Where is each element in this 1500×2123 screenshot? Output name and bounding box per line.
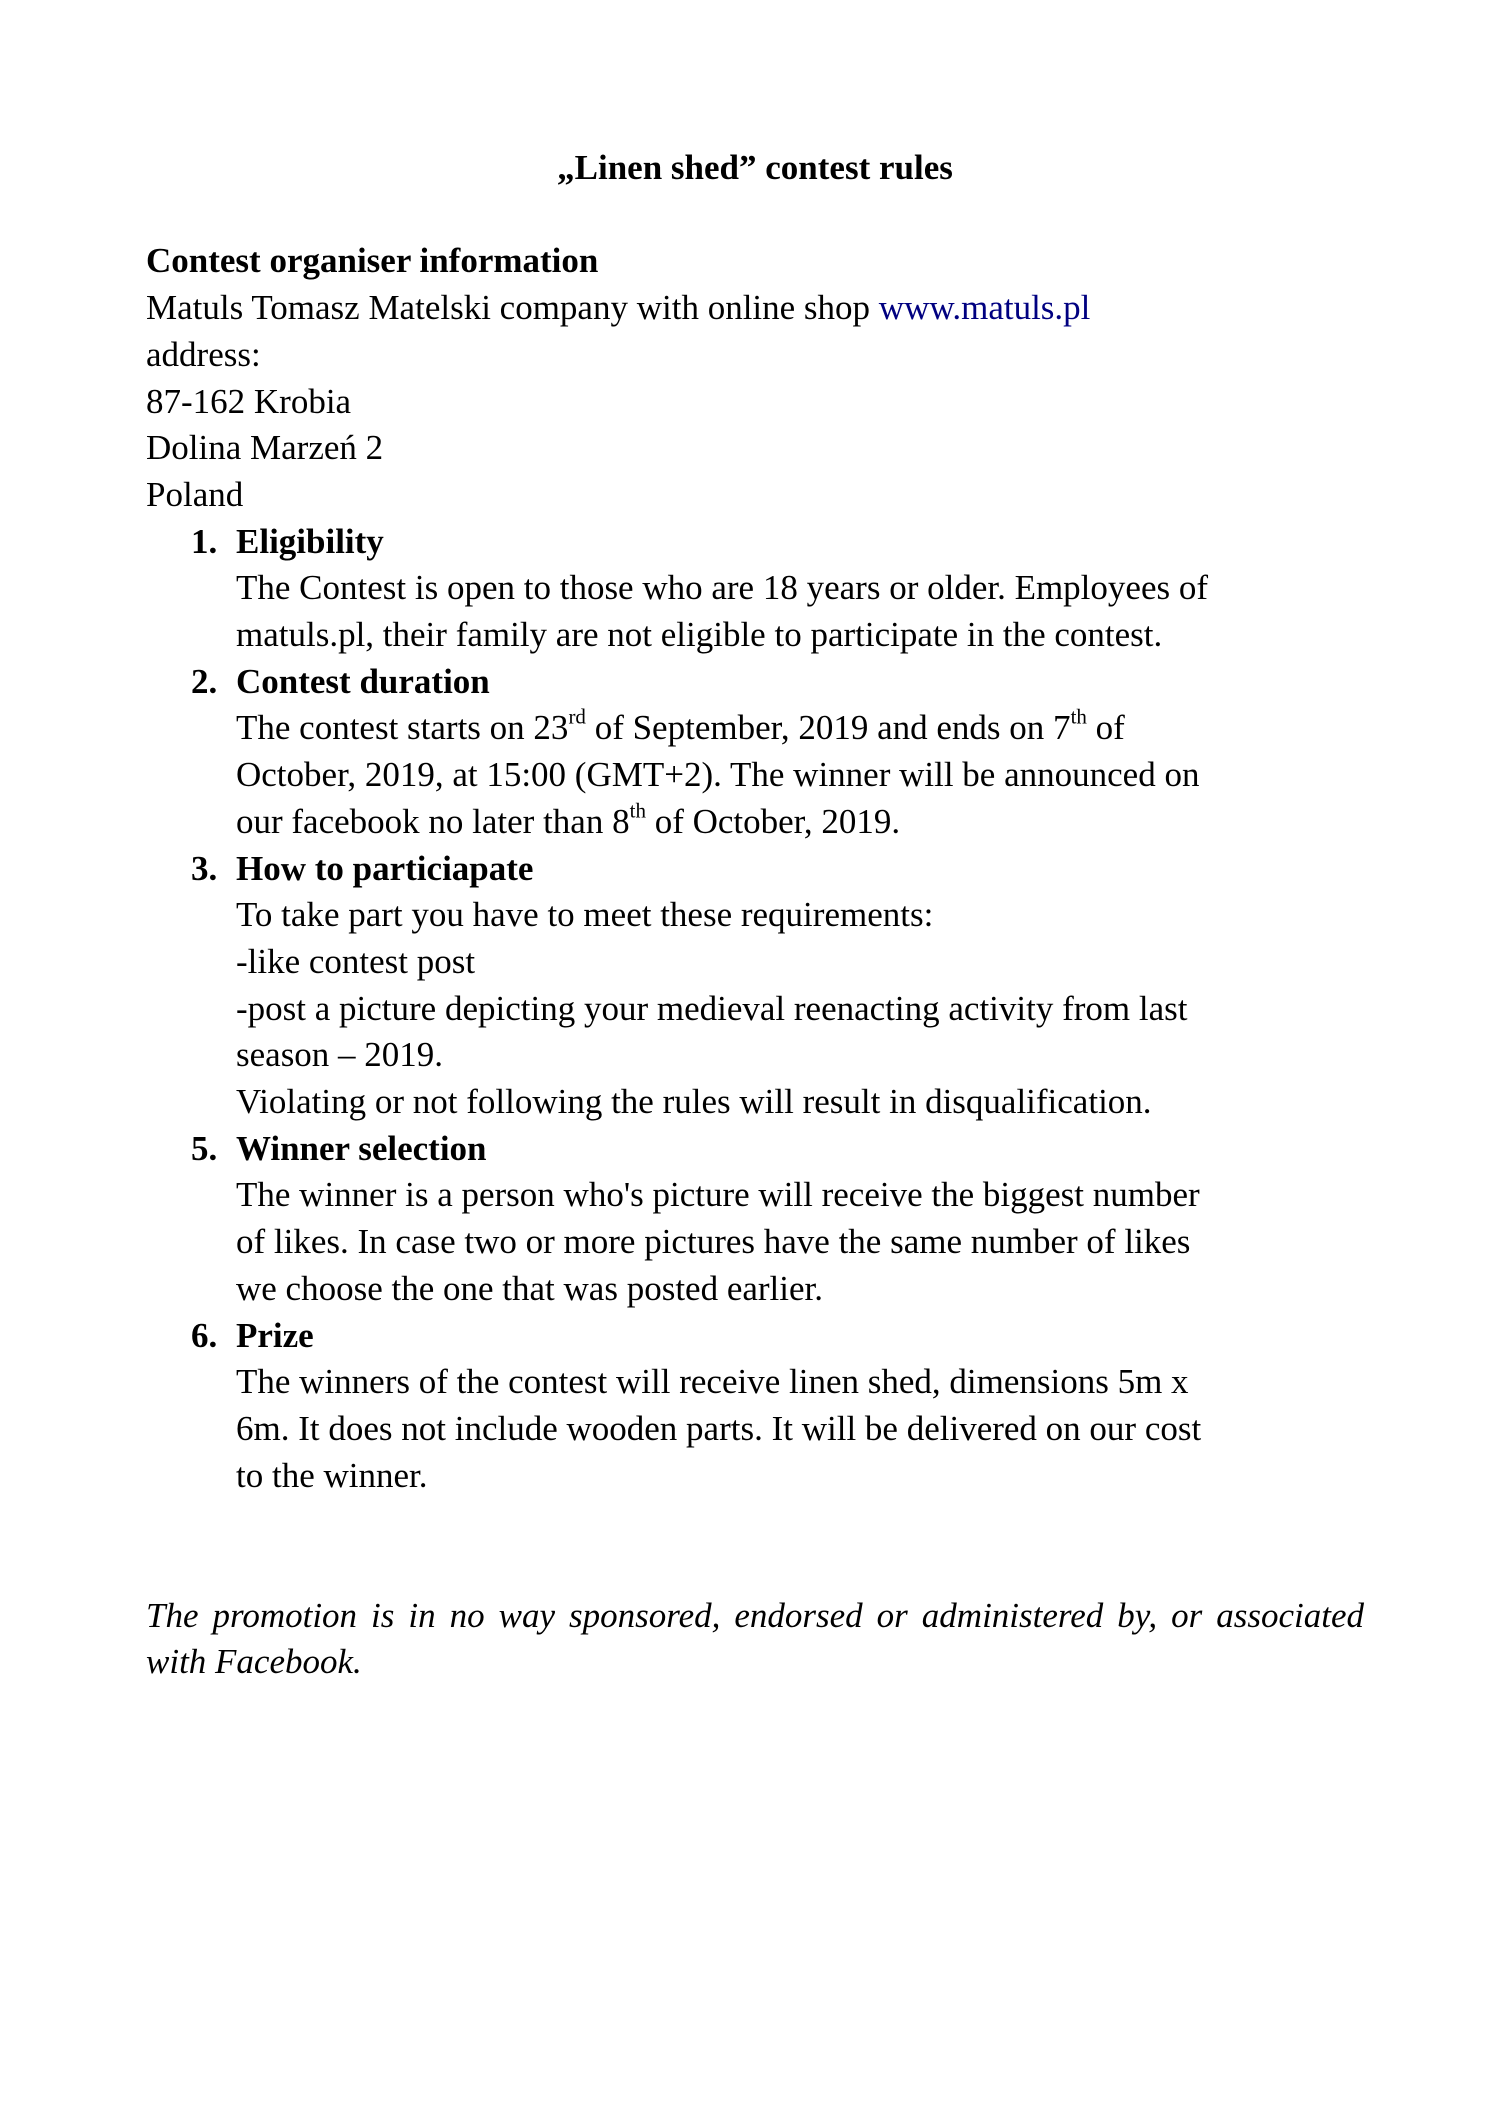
- section-text: The winners of the contest will receive linen shed, dimensions 5m x: [236, 1362, 1189, 1402]
- section-heading: Eligibility: [236, 521, 384, 561]
- section-text: we choose the one that was posted earlier.: [236, 1268, 824, 1308]
- section-number: 1.: [191, 521, 218, 561]
- section-prize: [146, 1313, 1364, 1500]
- section-heading: Contest duration: [236, 661, 490, 701]
- section-text: -post a picture depicting your medieval reenacting activity from last: [236, 988, 1188, 1028]
- text: of October, 2019.: [645, 801, 901, 841]
- address-line: Poland: [146, 474, 244, 514]
- section-text: -like contest post: [236, 941, 476, 981]
- section-text: The Contest is open to those who are 18 years or older. Employees of: [236, 568, 1209, 608]
- section-text: October, 2019, at 15:00 (GMT+2). The winner will be announced on: [236, 755, 1200, 795]
- section-text: of likes. In case two or more pictures have the same number of likes: [236, 1222, 1191, 1262]
- document-title: „Linen shed” contest rules: [557, 148, 953, 187]
- section-eligibility: [146, 519, 1364, 659]
- address-line: 87-162 Krobia: [146, 381, 352, 421]
- address-line: Dolina Marzeń 2: [146, 428, 384, 468]
- section-heading: Prize: [236, 1315, 314, 1355]
- section-text: [236, 705, 1364, 752]
- section-text: To take part you have to meet these requirements:: [236, 895, 934, 935]
- section-number: 6.: [191, 1315, 218, 1355]
- text: of September, 2019 and ends on 7: [585, 708, 1071, 748]
- superscript: rd: [568, 704, 586, 729]
- organiser-text: Matuls Tomasz Matelski company with online shop: [146, 288, 879, 328]
- text: The contest starts on 23: [236, 708, 569, 748]
- superscript: th: [1070, 704, 1087, 729]
- document-page: [146, 145, 1364, 1686]
- section-text: The winner is a person who's picture will receive the biggest number: [236, 1175, 1200, 1215]
- section-duration: [146, 659, 1364, 846]
- section-number: 2.: [191, 661, 218, 701]
- text: of: [1086, 708, 1125, 748]
- superscript: th: [629, 798, 646, 823]
- section-text: 6m. It does not include wooden parts. It will be delivered on our cost: [236, 1408, 1202, 1448]
- facebook-disclaimer: The promotion is in no way sponsored, endorsed or administered by, or associated with Facebook.: [146, 1595, 1364, 1682]
- section-winner-selection: [146, 1126, 1364, 1313]
- section-text: to the winner.: [236, 1455, 428, 1495]
- section-text: season – 2019.: [236, 1035, 444, 1075]
- organiser-line: [146, 285, 1364, 332]
- section-text: matuls.pl, their family are not eligible to participate in the contest.: [236, 615, 1163, 655]
- section-heading: How to particiapate: [236, 848, 534, 888]
- section-number: 3.: [191, 848, 218, 888]
- section-participate: [146, 846, 1364, 1126]
- shop-link[interactable]: www.matuls.pl: [878, 288, 1091, 328]
- text: our facebook no later than 8: [236, 801, 630, 841]
- section-text: [236, 799, 1364, 846]
- organiser-heading: Contest organiser information: [146, 241, 599, 281]
- address-label: address:: [146, 334, 261, 374]
- section-heading: Winner selection: [236, 1128, 487, 1168]
- section-number: 5.: [191, 1128, 218, 1168]
- section-text: Violating or not following the rules will result in disqualification.: [236, 1082, 1152, 1122]
